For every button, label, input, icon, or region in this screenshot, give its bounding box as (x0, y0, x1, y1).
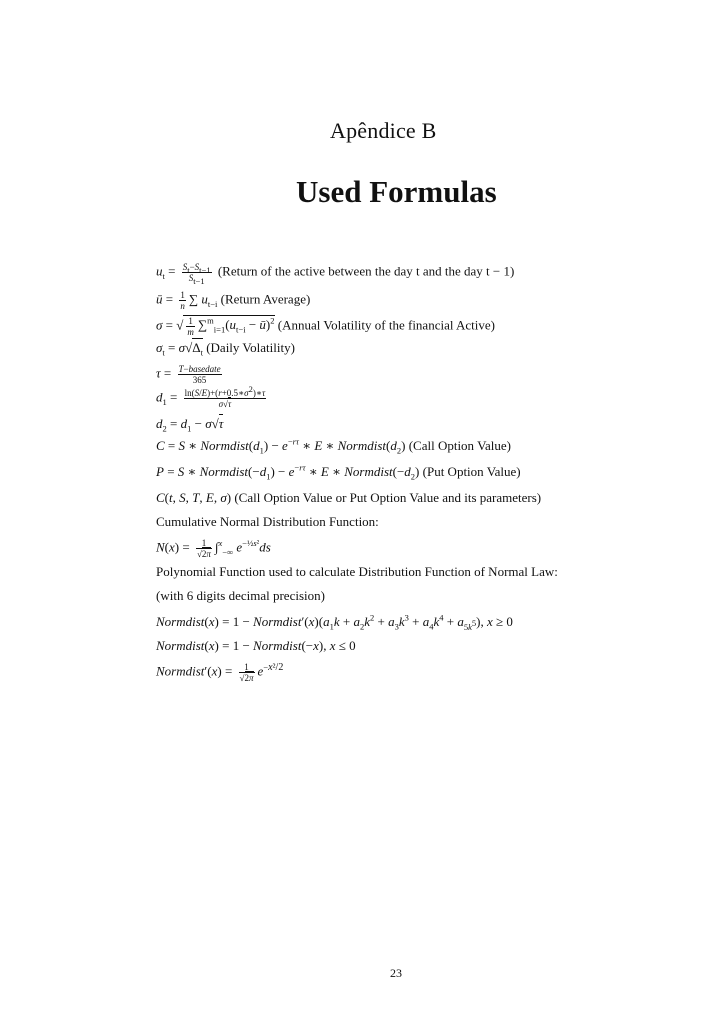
formula-tau: τ = $\frac{\text{T−basedate}}{365}$ (156, 364, 221, 385)
formula-normdist-positive: Normdist(x) = $1 - Normdist'(x)(a_1k + a_2k^2 + a_3k^3 + a_4k^4 + a_{5k^5})$, x ≥ 0 (156, 612, 513, 632)
precision-label: (with 6 digits decimal precision) (156, 588, 325, 603)
formula-daily-volatility-desc: (Daily Volatility) (206, 340, 295, 355)
formula-average-desc: (Return Average) (220, 291, 311, 307)
page-number: 23 (390, 966, 402, 980)
polynomial-label: Polynomial Function used to calculate Distribution Function of Normal Law: (156, 564, 558, 579)
formula-daily-volatility: $\sigma_t = \sigma√\Delta_t$ (Daily Volatility) (156, 340, 295, 358)
appendix-label: Apêndice B (330, 118, 437, 143)
formula-return: $u_t$ = $\frac{S_t-S_{t-1}}{S_{t-1}}$ (Return of the active between the day t and the day t − 1) (156, 262, 515, 286)
formula-annual-volatility-desc: (Annual Volatility of the financial Active) (277, 317, 495, 333)
formula-average: ū = $\frac{1}{n}$ ∑ $u_{t-i}$ (Return Average) (156, 290, 311, 311)
formula-normdist-derivative: Normdist′(x) = $\frac{1}{√2\pi}$ $e^{-x^2/2}$ (156, 662, 284, 683)
cumulative-label: Cumulative Normal Distribution Function: (156, 514, 379, 529)
formula-call: C = S ∗ $Normdist(d_1) - e^{-r\tau}$ ∗ E ∗ $Normdist(d_2)$ (Call Option Value) (156, 436, 512, 456)
formula-annual-volatility: σ = √ $\frac{1}{m}$ $\sum^m_{i=1}(u_{t-i}$ − ū)$^2$ (Annual Volatility of the financial Active) (156, 316, 495, 337)
formula-parameters: C(t, S, T, E, σ) (Call Option Value or Put Option Value and its parameters) (156, 490, 542, 505)
formula-d1: $d_1$ = $\frac{\ln(S/E)+(r+0.5∗\sigma^2)∗\tau}{\sigma√\tau}$ (156, 384, 266, 409)
formula-normdist-negative: Normdist(x) = 1 − Normdist(−x), x ≤ 0 (156, 638, 356, 653)
formula-return-desc: (Return of the active between the day t and the day t − 1) (217, 263, 515, 279)
formula-parameters-desc: (Call Option Value or Put Option Value and its parameters) (234, 490, 542, 505)
chapter-title: Used Formulas (296, 174, 497, 209)
formula-d2: $d_2 = d_1 - \sigma√\tau$ (156, 416, 224, 434)
formula-cumulative-normal: N(x) = $\frac{1}{√2\pi}$ ∫$^x_{-\infty}$ $e^{-\frac{1}{2}s^2}ds$ (156, 538, 271, 559)
formula-put-desc: (Put Option Value) (422, 464, 521, 479)
formula-put: P = S ∗ $Normdist(-d_1) - e^{-r\tau}$ ∗ E ∗ $Normdist(-d_2)$ (Put Option Value) (156, 462, 521, 482)
formula-call-desc: (Call Option Value) (408, 438, 512, 453)
